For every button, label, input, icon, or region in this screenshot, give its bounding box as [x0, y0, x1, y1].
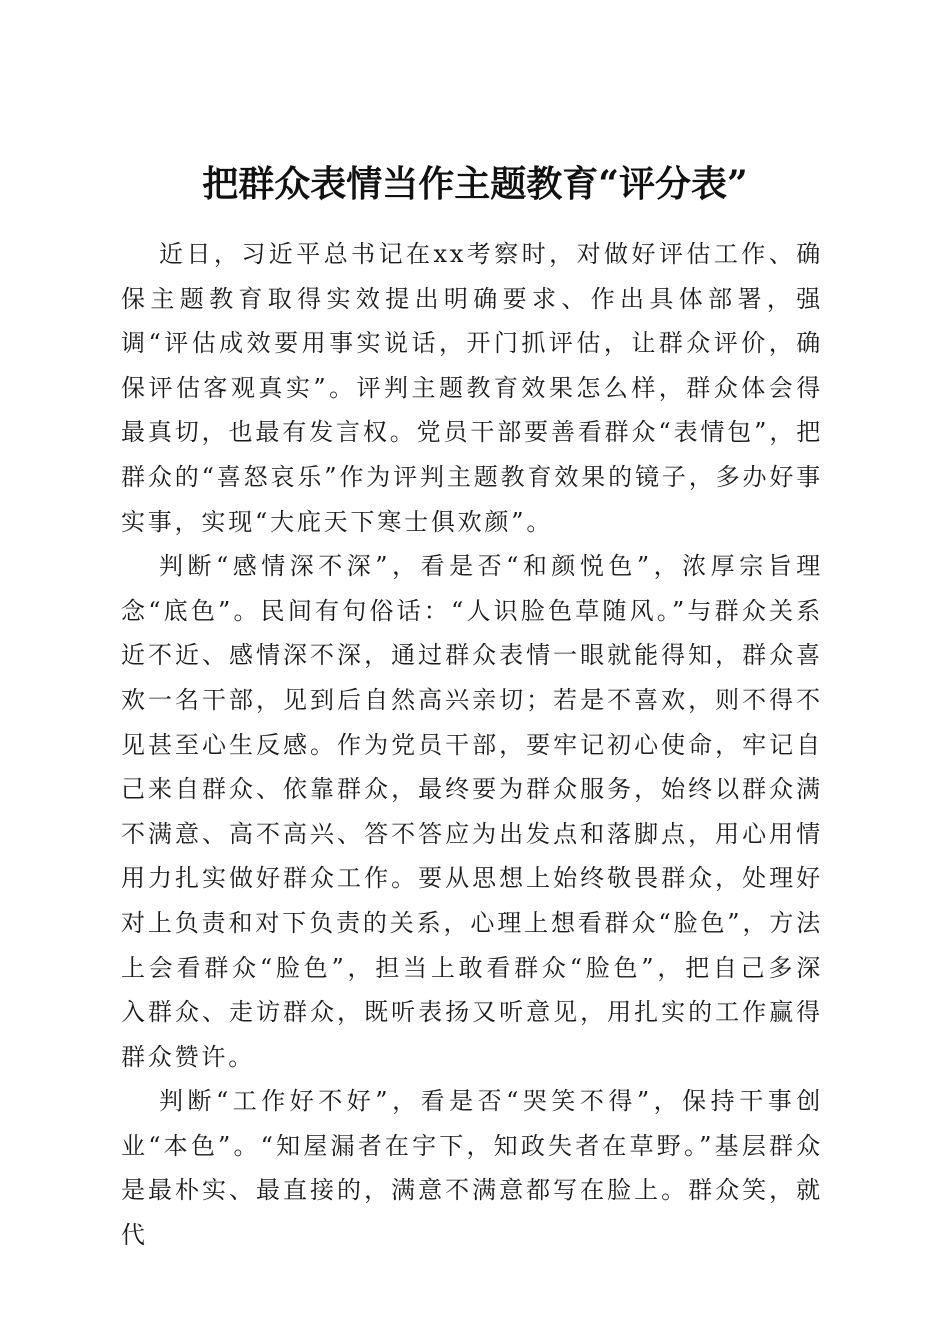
paragraph-intro: 近日，习近平总书记在xx考察时，对做好评估工作、确保主题教育取得实效提出明确要求、作出具体部署，强调“评估成效要用事实说话，开门抓评估，让群众评价，确保评估客观真实”。评判主题教育效果怎么样，群众体会得最真切，也最有发言权。党员干部要善看群众“表情包”，把群众的“喜怒哀乐”作为评判主题教育效果的镜子，多办好事实事，实现“大庇天下寒士俱欢颜”。 — [121, 240, 823, 536]
paragraph-feelings: 判断“感情深不深”，看是否“和颜悦色”，浓厚宗旨理念“底色”。民间有句俗话：“人识脸色草随风。”与群众关系近不近、感情深不深，通过群众表情一眼就能得知，群众喜欢一名干部，见到后自然高兴亲切；若是不喜欢，则不得不见甚至心生反感。作为党员干部，要牢记初心使命，牢记自己来自群众、依靠群众，最终要为群众服务，始终以群众满不满意、高不高兴、答不答应为出发点和落脚点，用心用情用力扎实做好群众工作。要从思想上始终敬畏群众，处理好对上负责和对下负责的关系，心理上想看群众“脸色”，方法上会看群众“脸色”，担当上敢看群众“脸色”，把自己多深入群众、走访群众，既听表扬又听意见，用扎实的工作赢得群众赞许。 — [121, 552, 823, 1071]
document-body — [121, 232, 823, 1258]
document-title: 把群众表情当作主题教育“评分表” — [202, 163, 748, 206]
paragraph-work: 判断“工作好不好”，看是否“哭笑不得”，保持干事创业“本色”。“知屋漏者在宇下，知政失者在草野。”基层群众是最朴实、最直接的，满意不满意都写在脸上。群众笑，就代 — [121, 1087, 823, 1250]
